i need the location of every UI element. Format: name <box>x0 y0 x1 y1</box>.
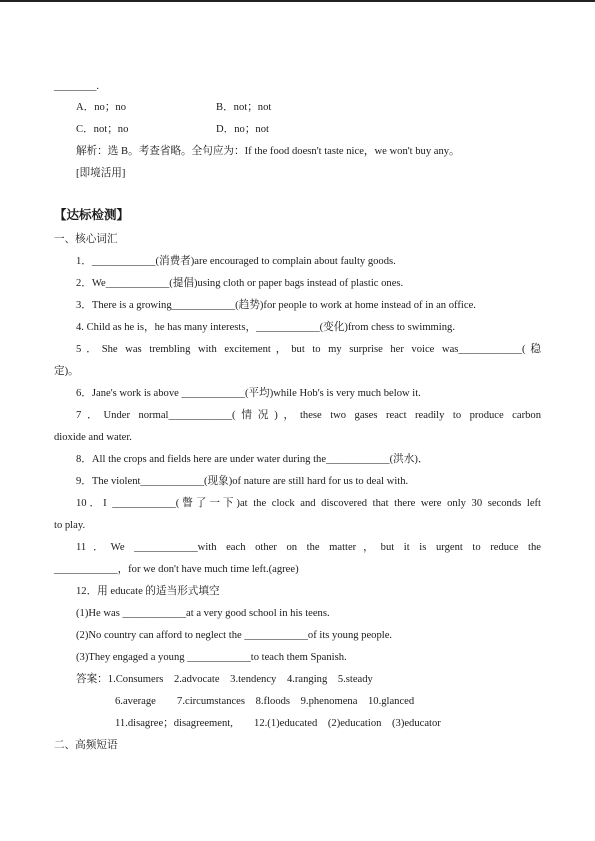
question-2: 2．We____________(提倡)using cloth or paper bags instead of plastic ones. <box>76 278 404 289</box>
context-tag: [即境活用] <box>76 168 126 179</box>
question-6: 6．Jane's work is above ____________(平均)while Hob's is very much below it. <box>76 388 421 399</box>
answers-line-1: 答案：1.Consumers 2.advocate 3.tendency 4.ranging 5.steady <box>76 674 373 685</box>
question-12-1: (1)He was ____________at a very good school in his teens. <box>76 608 330 619</box>
section-heading: 【达标检测】 <box>54 207 130 222</box>
question-8: 8．All the crops and fields here are under water during the____________(洪水)． <box>76 454 429 465</box>
question-12-3: (3)They engaged a young ____________to teach them Spanish. <box>76 652 347 663</box>
question-7: 7．Under normal____________(情况)，these two gases react readily to produce carbon <box>76 410 541 421</box>
question-4: 4. Child as he is，he has many interests，____________(变化)from chess to swimming. <box>76 322 455 333</box>
question-12: 12．用 educate 的适当形式填空 <box>76 586 220 597</box>
option-c: C．not；no <box>76 124 129 135</box>
question-5: 5．She was trembling with excitement，but to my surprise her voice was____________(稳 <box>76 344 541 355</box>
part1-title: 一、核心词汇 <box>54 234 118 245</box>
question-11: 11．We ____________with each other on the matter，but it is urgent to reduce the <box>76 542 541 553</box>
question-10: 10．I ____________(瞥了一下)at the clock and discovered that there were only 30 seconds left <box>76 498 541 509</box>
blank-line: ________. <box>54 81 100 92</box>
question-7-cont: dioxide and water. <box>54 432 132 443</box>
question-10-cont: to play. <box>54 520 86 531</box>
answers-line-2: 6.average 7.circumstances 8.floods 9.phenomena 10.glanced <box>115 696 415 707</box>
question-9: 9．The violent____________(现象)of nature are still hard for us to deal with. <box>76 476 409 487</box>
question-12-2: (2)No country can afford to neglect the ____________of its young people. <box>76 630 393 641</box>
question-3: 3．There is a growing____________(趋势)for people to work at home instead of in an office. <box>76 300 476 311</box>
answers-line-3: 11.disagree；disagreement, 12.(1)educated (2)education (3)educator <box>115 718 441 729</box>
option-d: D．no；not <box>216 124 269 135</box>
option-b: B．not；not <box>216 102 272 113</box>
part2-title: 二、高频短语 <box>54 740 118 751</box>
explanation: 解析：选 B。考查省略。全句应为：If the food doesn't taste nice，we won't buy any。 <box>76 146 460 157</box>
question-1: 1．____________(消费者)are encouraged to complain about faulty goods. <box>76 256 396 267</box>
option-a: A．no；no <box>76 102 127 113</box>
question-11-cont: ____________，for we don't have much time left.(agree) <box>54 564 299 575</box>
question-5-cont: 定)。 <box>54 366 79 377</box>
